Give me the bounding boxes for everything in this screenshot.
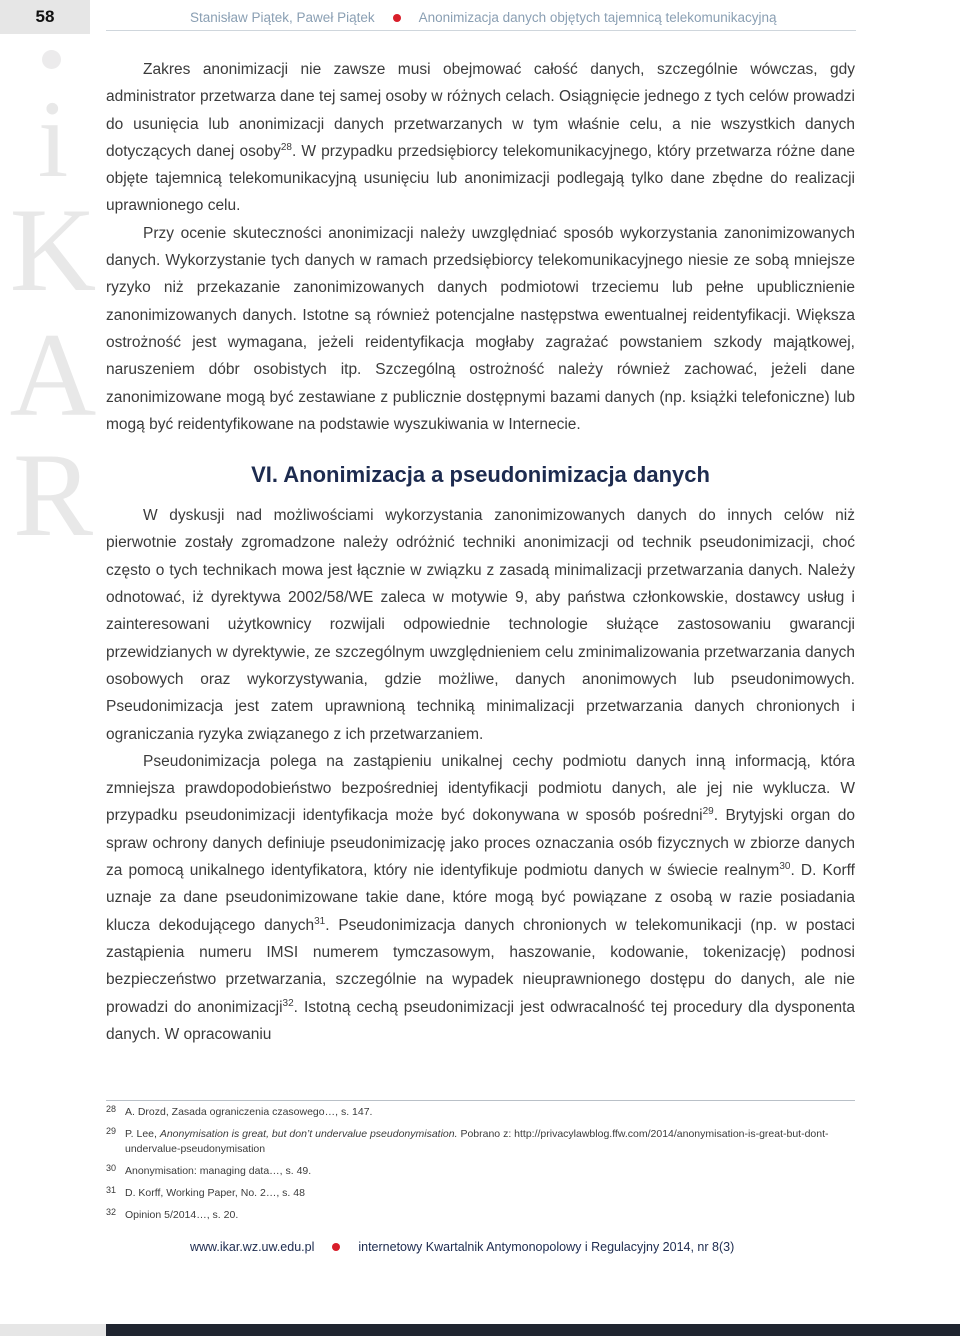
logo-letter-i: i xyxy=(37,78,69,200)
paragraph-1: Zakres anonimizacji nie zawsze musi obejmować całość danych, szczególnie wówczas, gdy administrator przetwarza dane tej samej osoby w różnych celach. Osiągnięcie jednego z tych celów prowadzi do usunięcia lub anonimizacji danych przetwarzanych w tym właśnie celu, a nie wszystkich danych dotyczących danej osoby$^{28}$. W przypadku przedsiębiorcy telekomunikacyjnego, który przetwarza różne dane objęte tajemnicą telekomunikacyjną usunięciu lub anonimizacji podlegają tylko dane zbędne do realizacji uprawnionego celu. xyxy=(106,61,856,215)
footnote-32: 32 Opinion 5/2014…, s. 20. xyxy=(106,1207,239,1221)
footnote-link[interactable]: Pobrano z: http://privacylawblog.ffw.com/2014/anonymisation-is-great-but-dont-undervalue-pseudonymisation xyxy=(125,1128,829,1155)
main-text xyxy=(106,56,855,1048)
footer-bullet-icon xyxy=(332,1243,340,1251)
running-footer xyxy=(190,1240,854,1254)
paragraph-3: W dyskusji nad możliwościami wykorzystania zanonimizowanych danych do innych celów niż pierwotnie zostały zgromadzone należy odróżnić techniki anonimizacji od technik pseudonimizacji, choć często o tych technikach mowa jest łącznie w związku z zasadą minimalizacji przetwarzania danych. Należy odnotować, iż dyrektywa 2002/58/WE zaleca w motywie 9, aby państwa członkowskie, dostawcy usług i zainteresowani użytkownicy rozwijali odpowiednie technologie służące zastosowaniu gwarancji przewidzianych w dyrektywie, ze szczególnym uwzględnieniem celu zminimalizowania przetwarzania danych osobowych oraz wykorzystywania, gdzie możliwe, danych anonimowych lub pseudonimowych. Pseudonimizacja jest zatem uprawnioną techniką minimalizacji przetwarzania danych chronionych i ograniczania ryzyka związanego z ich przetwarzaniem. xyxy=(106,507,855,743)
header-bullet-icon xyxy=(393,14,401,22)
footer-url[interactable]: www.ikar.wz.uw.edu.pl xyxy=(190,1240,315,1254)
page-number: 58 xyxy=(0,0,90,34)
footnote-ref-28[interactable]: 28 xyxy=(280,141,292,153)
footnote-29: 29 P. Lee, Anonymisation is great, but don’t undervalue pseudonymisation. Pobrano z: http://privacylawblog.ffw.com/2014/anonymisation-is-great-but-dont-undervalue-pseudonymisation xyxy=(106,1126,829,1155)
logo-letter-k: K xyxy=(9,183,97,316)
paragraph-2: Przy ocenie skuteczności anonimizacji należy uwzględniać sposób wykorzystania zanonimizowanych danych. Wykorzystanie tych danych w ramach przedsiębiorcy telekomunikacyjnego niesie ze sobą mniejsze ryzyko niż przekazanie zanonimizowanych danych podmiotowi trzeciemu lub pełne upublicznienie zanonimizowanych danych. Istotne są również potencjalne następstwa ewentualnej reidentyfikacji. Większa ostrożność jest wymagana, jeżeli reidentyfikacja mogłaby zagrażać powstaniem szkody majątkowej, naruszeniem dóbr osobistych itp. Szczególną ostrożność należy również zachować, jeżeli dane zanonimizowane mogą być zestawiane z publicznie dostępnymi bazami danych (np. książki telefoniczne) lub mogą być reidentyfikowane na podstawie wyszukiwania w Internecie. xyxy=(106,224,855,433)
bottom-bar-light-segment xyxy=(0,1324,106,1336)
footnote-28: 28 A. Drozd, Zasada ograniczenia czasowego…, s. 147. xyxy=(106,1104,373,1118)
footnotes xyxy=(106,1105,855,1230)
logo-letter-a: A xyxy=(9,308,97,441)
footnote-ref-30[interactable]: 30 xyxy=(779,860,791,872)
running-header xyxy=(190,10,854,25)
header-divider xyxy=(106,30,856,31)
footnote-divider xyxy=(106,1100,855,1101)
logo-dot-icon xyxy=(42,50,61,69)
header-title: Anonimizacja danych objętych tajemnicą telekomunikacyjną xyxy=(418,10,777,25)
footnote-31: 31 D. Korff, Working Paper, No. 2…, s. 48 xyxy=(106,1185,305,1199)
paragraph-4: Pseudonimizacja polega na zastąpieniu unikalnej cechy podmiotu danych inną informacją, która zmniejsza prawdopodobieństwo bezpośredniej identyfikacji podmiotu danych, ale jej nie wyklucza. W przypadku pseudonimizacji identyfikacja może być dokonywana w sposób pośredni$^{29}$. Brytyjski organ do spraw ochrony danych definiuje pseudonimizację jako proces oznaczania osób fizycznych w zbiorze danych za pomocą unikalnego identyfikatora, który nie identyfikuje podmiotu danych w świecie realnym$^{30}$. D. Korff uznaje za dane pseudonimizowane takie dane, które mogą być powiązane z osobą w razie posiadania klucza dekodującego danych$^{31}$. Pseudonimizacja danych chronionych w telekomunikacji (np. w postaci zastąpienia numeru IMSI numerem tymczasowym, haszowanie, kodowanie, tokenizację) podnosi bezpieczeństwo przetwarzania, szczególnie na wypadek nieuprawnionego dostępu do danych, ale nie prowadzi do anonimizacji$^{32}$. Istotną cechą pseudonimizacji jest odwracalność tej procedury dla dysponenta danych. W opracowaniu xyxy=(106,752,855,1043)
footnote-ref-31[interactable]: 31 xyxy=(314,915,326,927)
footnote-ref-32[interactable]: 32 xyxy=(282,997,294,1009)
logo-letter-r: R xyxy=(12,428,94,561)
footnote-ref-29[interactable]: 29 xyxy=(702,806,714,818)
footnote-30: 30 Anonymisation: managing data…, s. 49. xyxy=(106,1163,312,1177)
section-heading: VI. Anonimizacja a pseudonimizacja danych xyxy=(251,462,710,488)
header-authors: Stanisław Piątek, Paweł Piątek xyxy=(190,10,375,25)
footer-journal: internetowy Kwartalnik Antymonopolowy i Regulacyjny 2014, nr 8(3) xyxy=(358,1240,735,1254)
bottom-bar xyxy=(0,1324,960,1336)
